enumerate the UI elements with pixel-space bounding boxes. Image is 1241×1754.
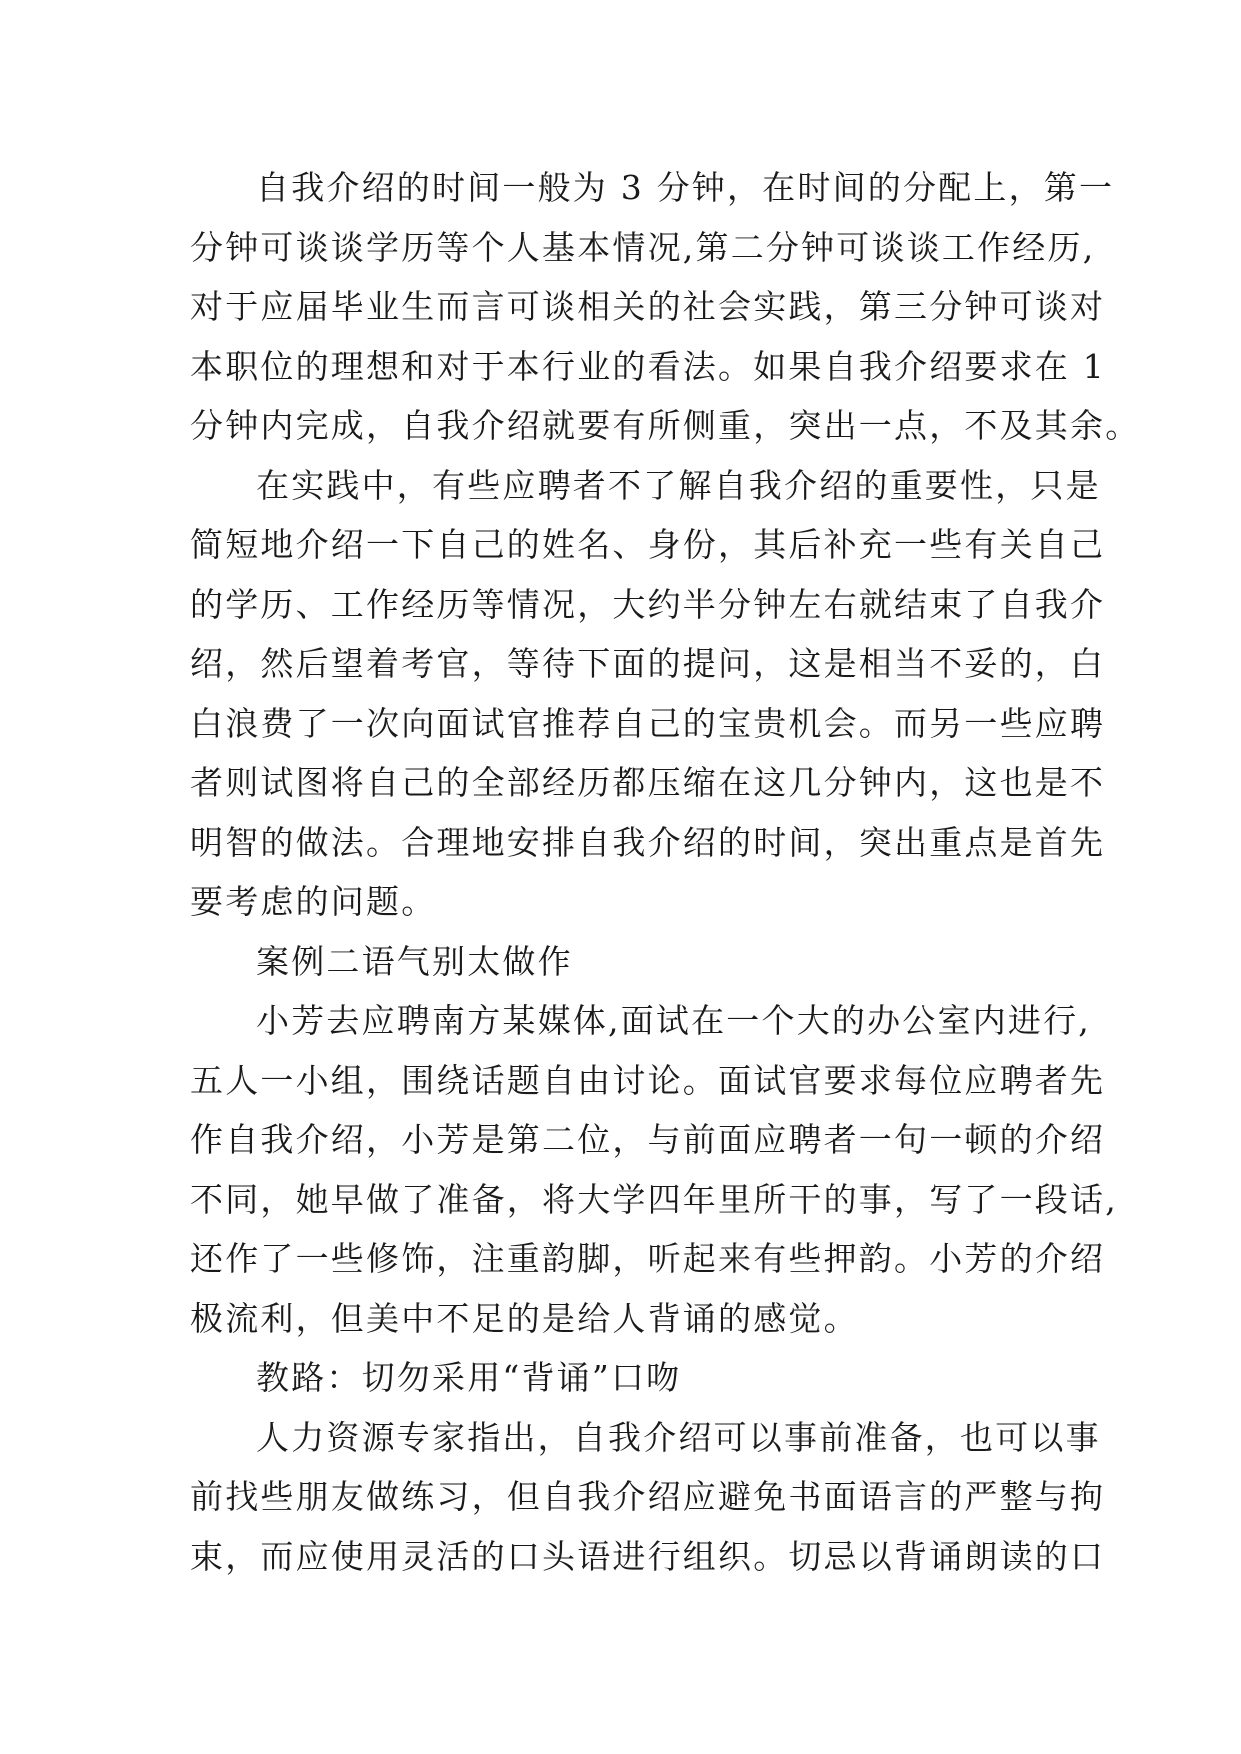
text-line: 分钟可谈谈学历等个人基本情况,第二分钟可谈谈工作经历, <box>190 227 1096 267</box>
text-line: 五人一小组，围绕话题自由讨论。面试官要求每位应聘者先 <box>190 1060 1106 1100</box>
text-line: 自我介绍的时间一般为 3 分钟，在时间的分配上，第一 <box>256 168 1115 207</box>
text-line: 明智的做法。合理地安排自我介绍的时间，突出重点是首先 <box>190 822 1106 862</box>
section-heading: 案例二语气别太做作 <box>256 941 573 981</box>
text-line: 本职位的理想和对于本行业的看法。如果自我介绍要求在 1 <box>190 346 1106 386</box>
text-line: 作自我介绍，小芳是第二位，与前面应聘者一句一顿的介绍 <box>190 1120 1106 1159</box>
text-line: 的学历、工作经历等情况，大约半分钟左右就结束了自我介 <box>190 584 1106 624</box>
text-line: 要考虑的问题。 <box>190 882 437 921</box>
text-line: 不同，她早做了准备，将大学四年里所干的事，写了一段话, <box>190 1179 1118 1219</box>
body-text <box>190 158 1141 1586</box>
text-line: 小芳去应聘南方某媒体,面试在一个大的办公室内进行, <box>256 1001 1091 1040</box>
text-line: 者则试图将自己的全部经历都压缩在这几分钟内，这也是不 <box>190 763 1106 802</box>
text-line: 对于应届毕业生而言可谈相关的社会实践，第三分钟可谈对 <box>190 287 1106 326</box>
text-line: 在实践中，有些应聘者不了解自我介绍的重要性，只是 <box>256 465 1101 505</box>
text-line: 束，而应使用灵活的口头语进行组织。切忌以背诵朗读的口 <box>190 1536 1106 1576</box>
text-line: 人力资源专家指出，自我介绍可以事前准备，也可以事 <box>256 1417 1101 1457</box>
section-heading: 教路：切勿采用“背诵”口吻 <box>256 1358 682 1397</box>
text-line: 绍，然后望着考官，等待下面的提问，这是相当不妥的，白 <box>190 644 1106 683</box>
text-line: 极流利，但美中不足的是给人背诵的感觉。 <box>190 1298 859 1338</box>
text-line: 分钟内完成，自我介绍就要有所侧重，突出一点，不及其余。 <box>190 406 1141 445</box>
text-line: 简短地介绍一下自己的姓名、身份，其后补充一些有关自己 <box>190 525 1106 564</box>
text-line: 前找些朋友做练习，但自我介绍应避免书面语言的严整与拘 <box>190 1477 1106 1516</box>
text-line: 白浪费了一次向面试官推荐自己的宝贵机会。而另一些应聘 <box>190 703 1106 743</box>
text-line: 还作了一些修饰，注重韵脚，听起来有些押韵。小芳的介绍 <box>190 1239 1106 1278</box>
